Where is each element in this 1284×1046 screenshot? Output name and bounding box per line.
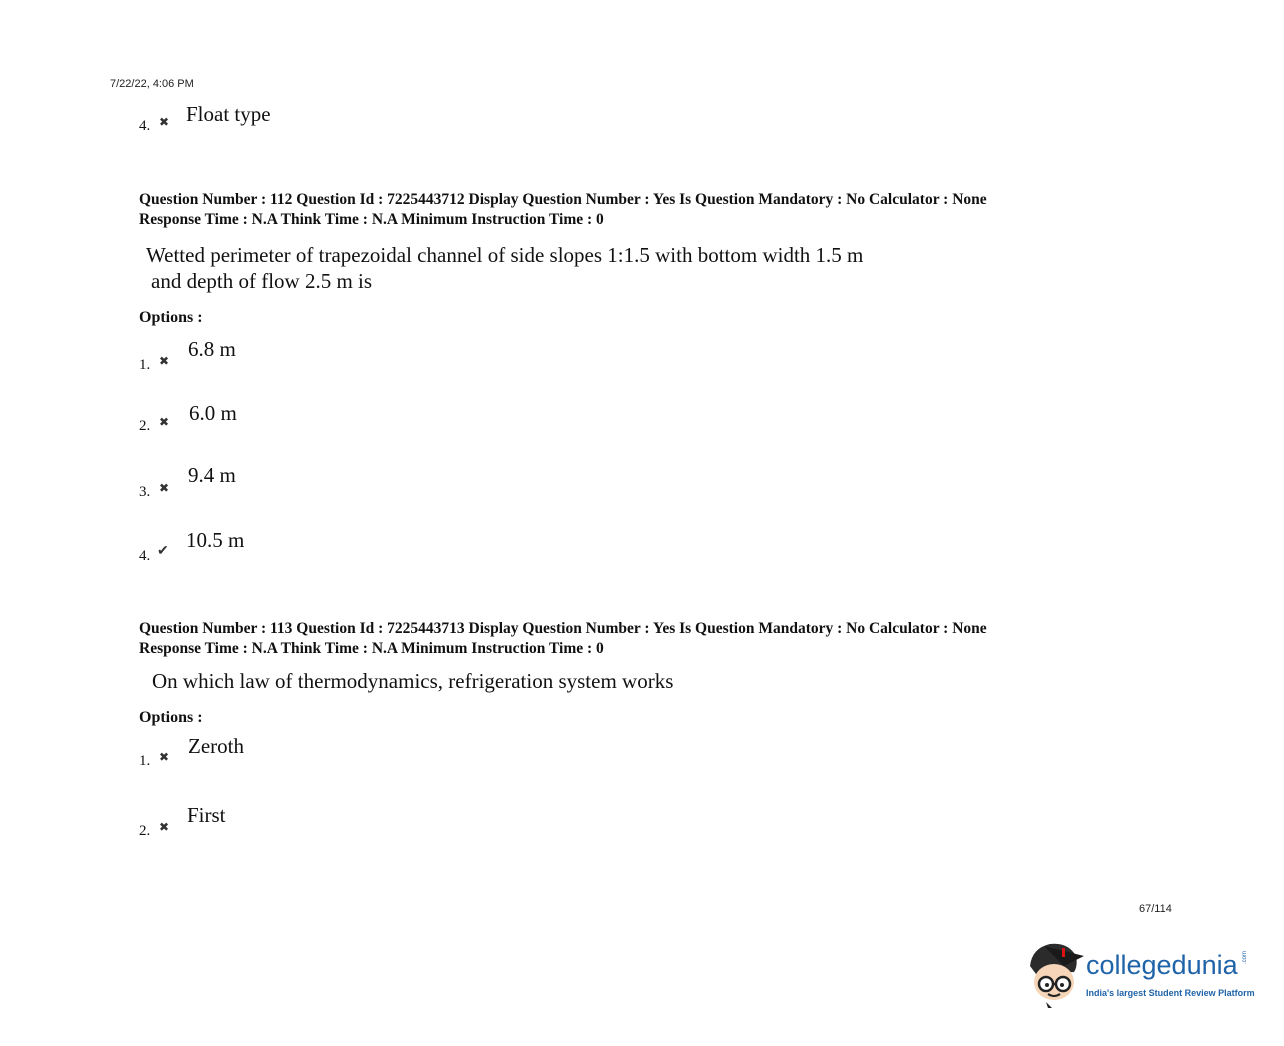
check-icon: ✔ [157,544,169,559]
cross-icon: ✖ [159,820,170,834]
brand-tld: .com [1242,950,1248,964]
question-meta: Question Number : 112 Question Id : 7225443712 Display Question Number : Yes Is Question Mandatory : No Calculator : None [139,191,987,208]
question-text: On which law of thermodynamics, refrigeration system works [152,669,674,693]
question-text-continued: and depth of flow 2.5 m is [151,269,373,293]
question-meta-timing: Response Time : N.A Think Time : N.A Minimum Instruction Time : 0 [139,211,604,228]
cross-icon: ✖ [159,750,170,764]
question-meta: Question Number : 113 Question Id : 7225443713 Display Question Number : Yes Is Question Mandatory : No Calculator : None [139,620,987,637]
option-number: 4. [139,548,151,564]
options-label: Options : [139,309,203,326]
option-text: Zeroth [188,734,244,758]
option-text: Float type [186,102,271,126]
option-number: 1. [139,753,151,769]
page-number: 67/114 [1139,903,1172,915]
options-label: Options : [139,709,203,726]
cross-icon: ✖ [159,415,170,429]
cross-icon: ✖ [159,481,170,495]
question-text: Wetted perimeter of trapezoidal channel of side slopes 1:1.5 with bottom width 1.5 m [146,243,864,267]
mascot-logo-icon [1024,938,1086,1010]
brand-tagline: India's largest Student Review Platform [1086,988,1255,998]
option-text: 6.0 m [189,401,237,425]
option-number: 4. [139,118,151,134]
option-text: First [187,803,226,827]
cross-icon: ✖ [159,354,170,368]
option-text: 10.5 m [186,528,245,552]
option-text: 9.4 m [188,463,236,487]
cross-icon: ✖ [159,115,170,129]
option-number: 1. [139,357,151,373]
question-meta-timing: Response Time : N.A Think Time : N.A Minimum Instruction Time : 0 [139,640,604,657]
print-timestamp: 7/22/22, 4:06 PM [110,78,194,90]
option-text: 6.8 m [188,337,236,361]
option-number: 3. [139,484,151,500]
brand-wordmark: collegedunia [1086,950,1238,980]
option-number: 2. [139,823,151,839]
option-number: 2. [139,418,151,434]
